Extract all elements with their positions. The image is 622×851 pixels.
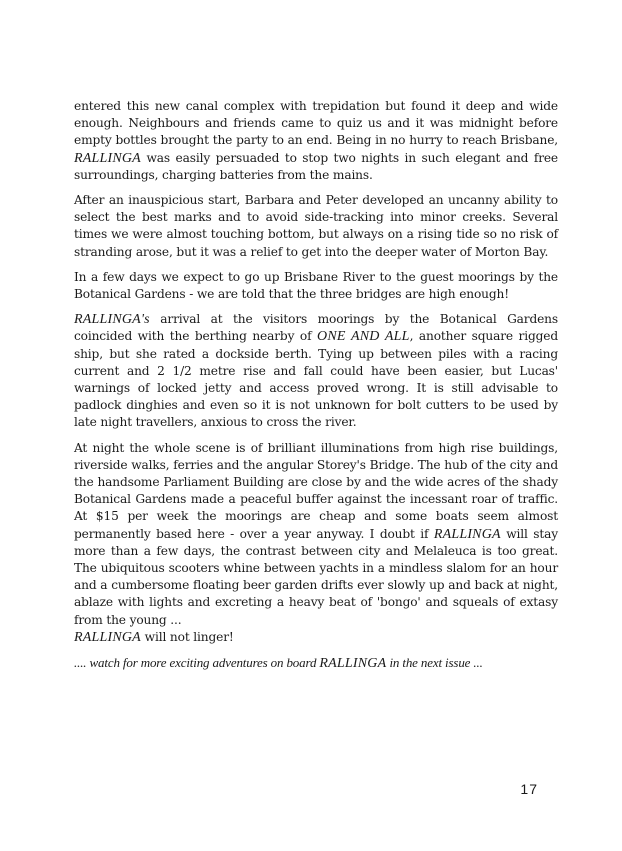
- paragraph-5: At night the whole scene is of brilliant illuminations from high rise buildings, riverside walks, ferries and the angular Storey's Bridge. The hub of the city and the handsome Parliament Building are close by and the wide acres of the shady Botanical Gardens made a peaceful buffer against the incessant roar of traffic. At $15 per week the moorings are cheap and some boats seem almost permanently based here - over a year anyway. I doubt if RALLINGA will stay more than a few days, the contrast between city and Melaleuca is too great. The ubiquitous scooters whine between yachts in a mindless slalom for an hour and a cumbersome floating beer garden drifts ever slowly up and back at night, ablaze with lights and excreting a heavy beat of 'bongo' and squeals of extasy from the young ... RALLINGA will not linger!: [74, 440, 558, 645]
- ship-name: ONE AND ALL: [317, 329, 410, 345]
- ship-name: RALLINGA: [74, 150, 141, 166]
- paragraph-2: After an inauspicious start, Barbara and Peter developed an uncanny ability to select the best marks and to avoid side-tracking into minor creeks. Several times we were almost touching bottom, but always on a rising tide so no risk of stranding arose, but it was a relief to get into the deeper water of Morton Bay.: [74, 193, 558, 259]
- closing-line: .... watch for more exciting adventures on board RALLINGA in the next issue ...: [74, 655, 483, 672]
- paragraph-1: entered this new canal complex with trepidation but found it deep and wide enough. Neighbours and friends came to quiz us and it was midnight before empty bottles brought the party to an end. Being in no hurry to reach Brisbane, RALLINGA was easily persuaded to stop two nights in such elegant and free surroundings, charging batteries from the mains.: [74, 99, 558, 182]
- article-body: [74, 98, 558, 680]
- ship-name: RALLINGA: [74, 629, 141, 645]
- paragraph-3: In a few days we expect to go up Brisbane River to the guest moorings by the Botanical Gardens - we are told that the three bridges are high enough!: [74, 269, 558, 302]
- ship-name: RALLINGA's: [74, 312, 150, 328]
- page-number: 17: [520, 781, 538, 797]
- paragraph-4: RALLINGA's arrival at the visitors moorings by the Botanical Gardens coincided with the berthing nearby of ONE AND ALL, another square rigged ship, but she rated a dockside berth. Tying up between piles with a racing current and 2 1/2 metre rise and fall could have been easier, but Lucas' warnings of locked jetty and access proved wrong. It is still advisable to padlock dinghies and even so it is not unknown for bolt cutters to be used by late night travellers, anxious to cross the river.: [74, 312, 558, 430]
- ship-name: RALLINGA: [319, 656, 387, 672]
- ship-name: RALLINGA: [433, 526, 501, 542]
